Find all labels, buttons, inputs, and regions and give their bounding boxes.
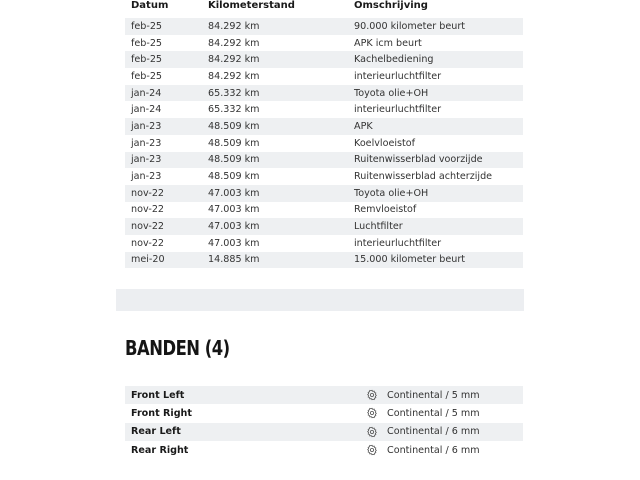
tire-spec: Continental / 5 mm <box>387 389 480 401</box>
row-description: Koelvloeistof <box>354 137 416 149</box>
table-row <box>125 51 523 68</box>
row-description: Kachelbediening <box>354 54 434 66</box>
tire-gear-icon <box>358 407 386 419</box>
tire-spec: Continental / 6 mm <box>387 426 480 438</box>
tires-table <box>125 386 523 459</box>
tire-gear-icon <box>358 426 386 438</box>
row-km: 47.003 km <box>208 221 260 233</box>
tire-position: Front Left <box>131 389 185 401</box>
table-row <box>125 118 523 135</box>
row-km: 47.003 km <box>208 187 260 199</box>
row-description: Ruitenwisserblad achterzijde <box>354 171 493 183</box>
row-description: 15.000 kilometer beurt <box>354 254 466 266</box>
table-row <box>125 18 523 35</box>
row-description: 90.000 kilometer beurt <box>354 20 466 32</box>
tire-position: Front Right <box>131 407 192 419</box>
row-km: 48.509 km <box>208 137 260 149</box>
row-date: jan-24 <box>131 87 162 99</box>
table-row <box>125 135 523 152</box>
row-date: nov-22 <box>131 237 165 249</box>
row-description: Remvloeistof <box>354 204 417 216</box>
row-km: 48.509 km <box>208 154 260 166</box>
row-date: nov-22 <box>131 204 165 216</box>
table-row <box>125 202 523 219</box>
row-description: Ruitenwisserblad voorzijde <box>354 154 483 166</box>
row-date: jan-24 <box>131 104 162 116</box>
row-description: interieurluchtfilter <box>354 237 442 249</box>
row-km: 84.292 km <box>208 20 260 32</box>
tire-row <box>125 441 523 459</box>
table-row <box>125 68 523 85</box>
row-km: 84.292 km <box>208 70 260 82</box>
row-description: interieurluchtfilter <box>354 70 442 82</box>
tire-gear-icon <box>358 389 386 401</box>
maintenance-history-table <box>125 0 523 268</box>
tire-spec: Continental / 5 mm <box>387 407 480 419</box>
table-row <box>125 168 523 185</box>
tires-section-title: BANDEN (4) <box>125 336 230 360</box>
row-date: feb-25 <box>131 37 163 49</box>
row-date: nov-22 <box>131 187 165 199</box>
row-date: feb-25 <box>131 70 163 82</box>
row-km: 14.885 km <box>208 254 260 266</box>
row-description: Luchtfilter <box>354 221 403 233</box>
row-date: jan-23 <box>131 120 162 132</box>
tire-row <box>125 404 523 422</box>
row-date: jan-23 <box>131 154 162 166</box>
section-divider-bar <box>116 289 524 311</box>
row-km: 84.292 km <box>208 54 260 66</box>
header-date: Datum <box>131 0 169 11</box>
table-row <box>125 85 523 102</box>
header-description: Omschrijving <box>354 0 428 11</box>
row-description: APK <box>354 120 373 132</box>
tire-position: Rear Right <box>131 444 189 456</box>
row-km: 65.332 km <box>208 87 260 99</box>
history-table-header <box>125 0 523 18</box>
row-km: 47.003 km <box>208 237 260 249</box>
table-row <box>125 101 523 118</box>
table-row <box>125 235 523 252</box>
row-km: 48.509 km <box>208 171 260 183</box>
row-description: interieurluchtfilter <box>354 104 442 116</box>
row-km: 65.332 km <box>208 104 260 116</box>
row-date: jan-23 <box>131 171 162 183</box>
tire-row <box>125 386 523 404</box>
row-description: APK icm beurt <box>354 37 422 49</box>
table-row <box>125 252 523 269</box>
row-date: nov-22 <box>131 221 165 233</box>
tire-position: Rear Left <box>131 426 181 438</box>
table-row <box>125 218 523 235</box>
header-km: Kilometerstand <box>208 0 295 11</box>
row-km: 47.003 km <box>208 204 260 216</box>
tire-spec: Continental / 6 mm <box>387 444 480 456</box>
table-row <box>125 152 523 169</box>
tire-row <box>125 423 523 441</box>
history-table-body <box>125 18 523 268</box>
tire-gear-icon <box>358 444 386 456</box>
row-date: feb-25 <box>131 20 163 32</box>
row-km: 84.292 km <box>208 37 260 49</box>
table-row <box>125 35 523 52</box>
row-date: jan-23 <box>131 137 162 149</box>
row-date: mei-20 <box>131 254 165 266</box>
row-date: feb-25 <box>131 54 163 66</box>
row-description: Toyota olie+OH <box>354 87 429 99</box>
row-km: 48.509 km <box>208 120 260 132</box>
row-description: Toyota olie+OH <box>354 187 429 199</box>
table-row <box>125 185 523 202</box>
